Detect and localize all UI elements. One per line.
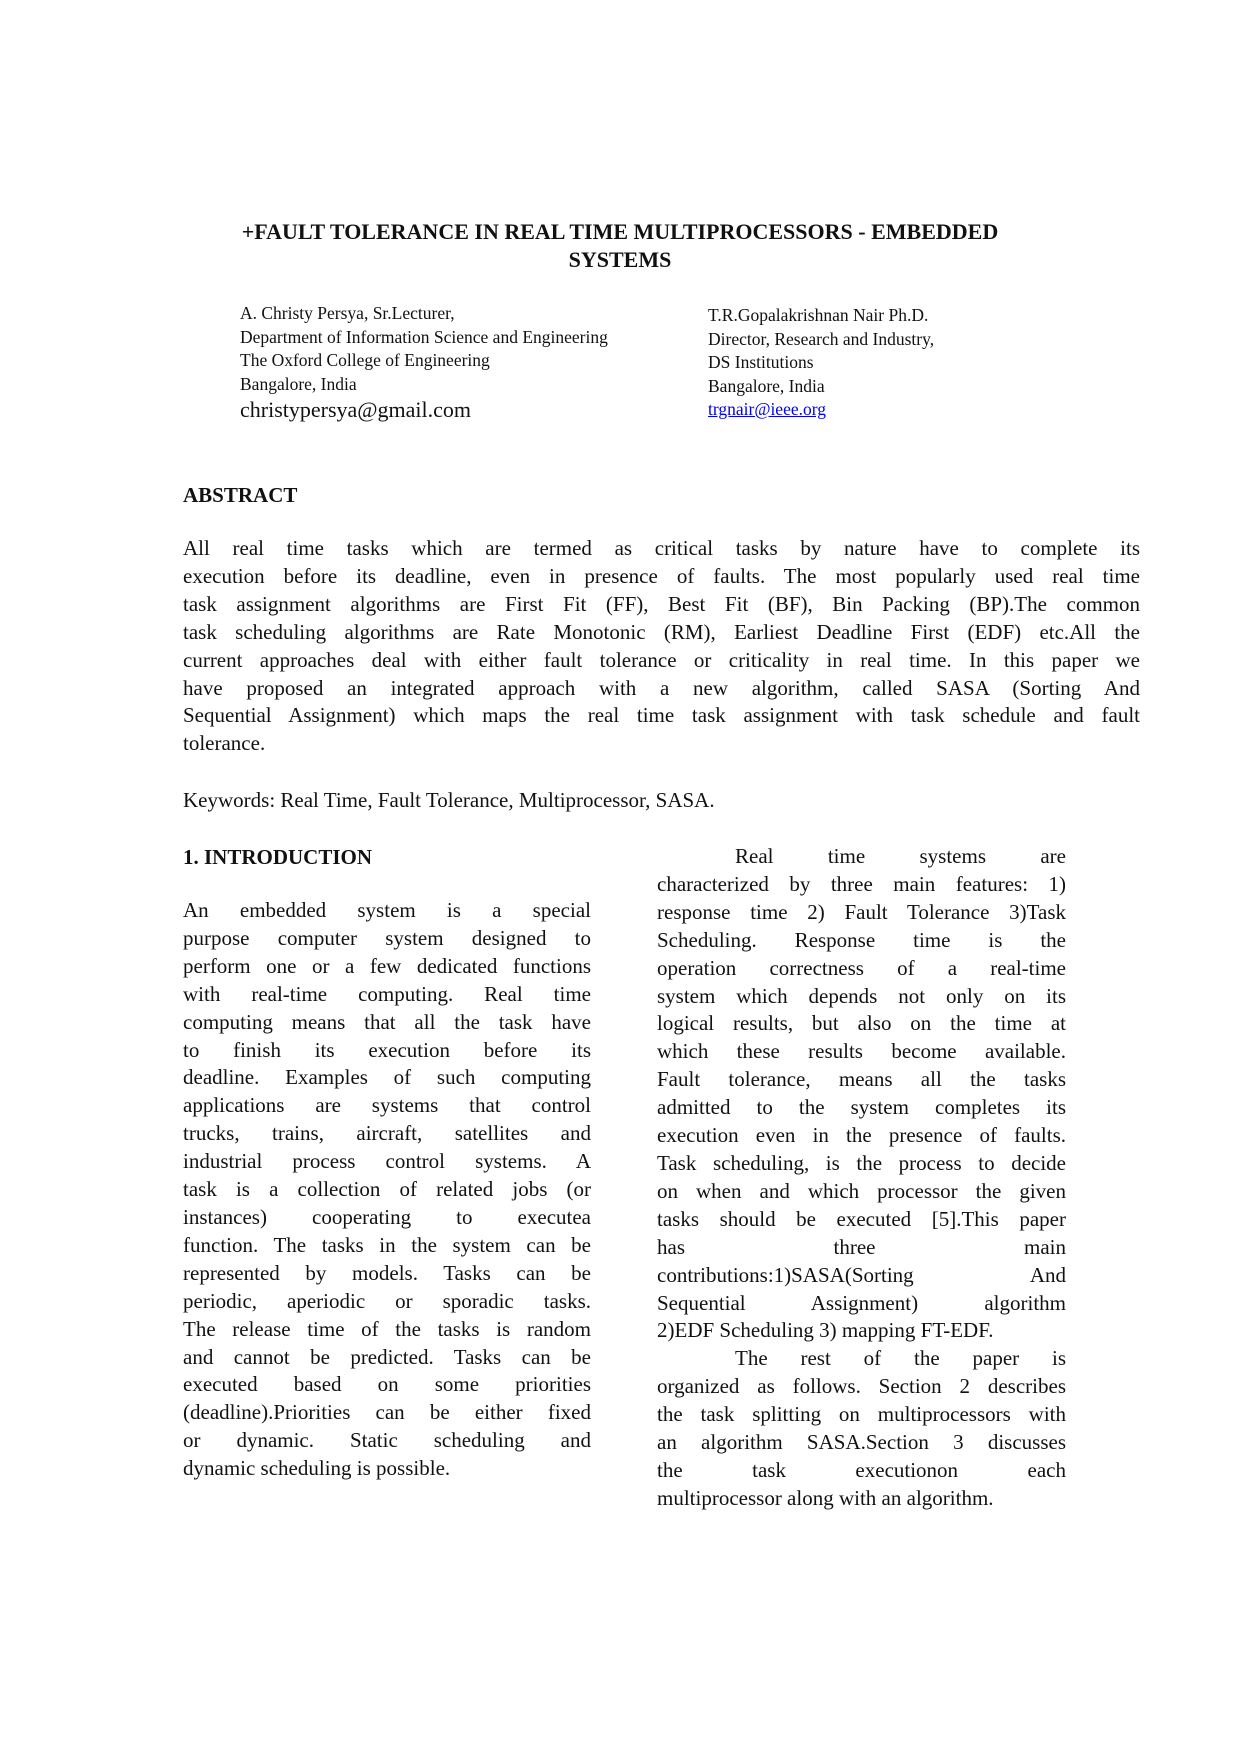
text-line: operation correctness of a real-time [657, 955, 1066, 980]
author-1-email: christypersya@gmail.com [240, 397, 472, 422]
text-line: function. The tasks in the system can be [183, 1232, 591, 1257]
text-line: instances) cooperating to executea [183, 1204, 591, 1229]
text-line: task assignment algorithms are First Fit (FF), Best Fit (BF), Bin Packing (BP).The common [183, 591, 1140, 616]
text-line: industrial process control systems. A [183, 1149, 591, 1174]
text-line: current approaches deal with either fault tolerance or criticality in real time. In this paper we [183, 647, 1140, 672]
abstract-heading: ABSTRACT [183, 483, 298, 507]
text-line: Sequential Assignment) which maps the real time task assignment with task schedule and fault [183, 703, 1140, 728]
text-line: characterized by three main features: 1) [657, 871, 1066, 896]
text-line: deadline. Examples of such computing [183, 1065, 591, 1090]
text-line: have proposed an integrated approach with a new algorithm, called SASA (Sorting And [183, 675, 1140, 700]
text-line: trucks, trains, aircraft, satellites and [183, 1121, 591, 1146]
author-2-email-link[interactable]: trgnair@ieee.org [708, 399, 826, 419]
text-line: an algorithm SASA.Section 3 discusses [657, 1430, 1066, 1455]
author-1-location: Bangalore, India [240, 373, 357, 394]
author-1-college: The Oxford College of Engineering [240, 350, 490, 370]
text-line: The rest of the paper is [735, 1346, 1066, 1371]
text-line: perform one or a few dedicated functions [183, 953, 591, 978]
title-line: SYSTEMS [568, 247, 672, 272]
text-line: task is a collection of related jobs (or [183, 1177, 591, 1202]
text-line: Task scheduling, is the process to decide [657, 1150, 1066, 1175]
text-line: 2)EDF Scheduling 3) mapping FT-EDF. [657, 1318, 994, 1343]
text-line: applications are systems that control [183, 1093, 591, 1118]
text-line: execution before its deadline, even in presence of faults. The most popularly used real time [183, 563, 1140, 588]
introduction-left-column [183, 897, 591, 1483]
text-line: tasks should be executed [5].This paper [657, 1206, 1066, 1231]
text-line: Fault tolerance, means all the tasks [657, 1067, 1066, 1092]
text-line: to finish its execution before its [183, 1037, 591, 1062]
text-line: response time 2) Fault Tolerance 3)Task [657, 899, 1066, 924]
text-line: An embedded system is a special [183, 898, 591, 922]
text-line: with real-time computing. Real time [183, 981, 591, 1006]
author-1-block [240, 302, 608, 424]
text-line: or dynamic. Static scheduling and [183, 1428, 591, 1453]
text-line: Real time systems are [735, 844, 1066, 868]
author-2-location: Bangalore, India [708, 375, 825, 396]
text-line: and cannot be predicted. Tasks can be [183, 1344, 591, 1369]
paper-title [150, 218, 1090, 274]
text-line: (deadline).Priorities can be either fixed [183, 1400, 591, 1425]
text-line: the task executionon each [657, 1457, 1066, 1482]
keywords: Keywords: Real Time, Fault Tolerance, Multiprocessor, SASA. [183, 788, 715, 812]
abstract-body [183, 535, 1140, 758]
text-line: organized as follows. Section 2 describes [657, 1374, 1066, 1399]
text-line: contributions:1)SASA(Sorting And [657, 1262, 1066, 1287]
author-2-name: T.R.Gopalakrishnan Nair Ph.D. [708, 305, 929, 325]
introduction-heading: 1. INTRODUCTION [183, 845, 373, 869]
text-line: represented by models. Tasks can be [183, 1260, 591, 1285]
text-line: All real time tasks which are termed as critical tasks by nature have to complete its [183, 536, 1140, 560]
text-line: has three main [657, 1234, 1066, 1259]
text-line: computing means that all the task have [183, 1009, 591, 1034]
text-line: which these results become available. [657, 1039, 1066, 1064]
author-1-department: Department of Information Science and Engineering [240, 326, 608, 347]
author-1-name: A. Christy Persya, Sr.Lecturer, [240, 303, 455, 323]
text-line: periodic, aperiodic or sporadic tasks. [183, 1288, 591, 1313]
text-line: system which depends not only on its [657, 983, 1066, 1008]
text-line: task scheduling algorithms are Rate Monotonic (RM), Earliest Deadline First (EDF) etc.All the [183, 619, 1140, 644]
introduction-right-column [657, 843, 1066, 1513]
title-line: +FAULT TOLERANCE IN REAL TIME MULTIPROCESSORS - EMBEDDED [241, 219, 999, 244]
author-2-institution: DS Institutions [708, 352, 814, 372]
text-line: multiprocessor along with an algorithm. [657, 1485, 994, 1510]
text-line: Scheduling. Response time is the [657, 927, 1066, 952]
author-2-block [708, 304, 934, 422]
text-line: executed based on some priorities [183, 1372, 591, 1397]
text-line: tolerance. [183, 731, 266, 756]
text-line: execution even in the presence of faults. [657, 1123, 1066, 1148]
text-line: dynamic scheduling is possible. [183, 1456, 451, 1481]
text-line: logical results, but also on the time at [657, 1011, 1066, 1036]
text-line: purpose computer system designed to [183, 925, 591, 950]
text-line: The release time of the tasks is random [183, 1316, 591, 1341]
text-line: on when and which processor the given [657, 1178, 1066, 1203]
text-line: admitted to the system completes its [657, 1095, 1066, 1120]
text-line: Sequential Assignment) algorithm [657, 1290, 1066, 1315]
text-line: the task splitting on multiprocessors with [657, 1402, 1066, 1427]
author-2-position: Director, Research and Industry, [708, 328, 935, 349]
